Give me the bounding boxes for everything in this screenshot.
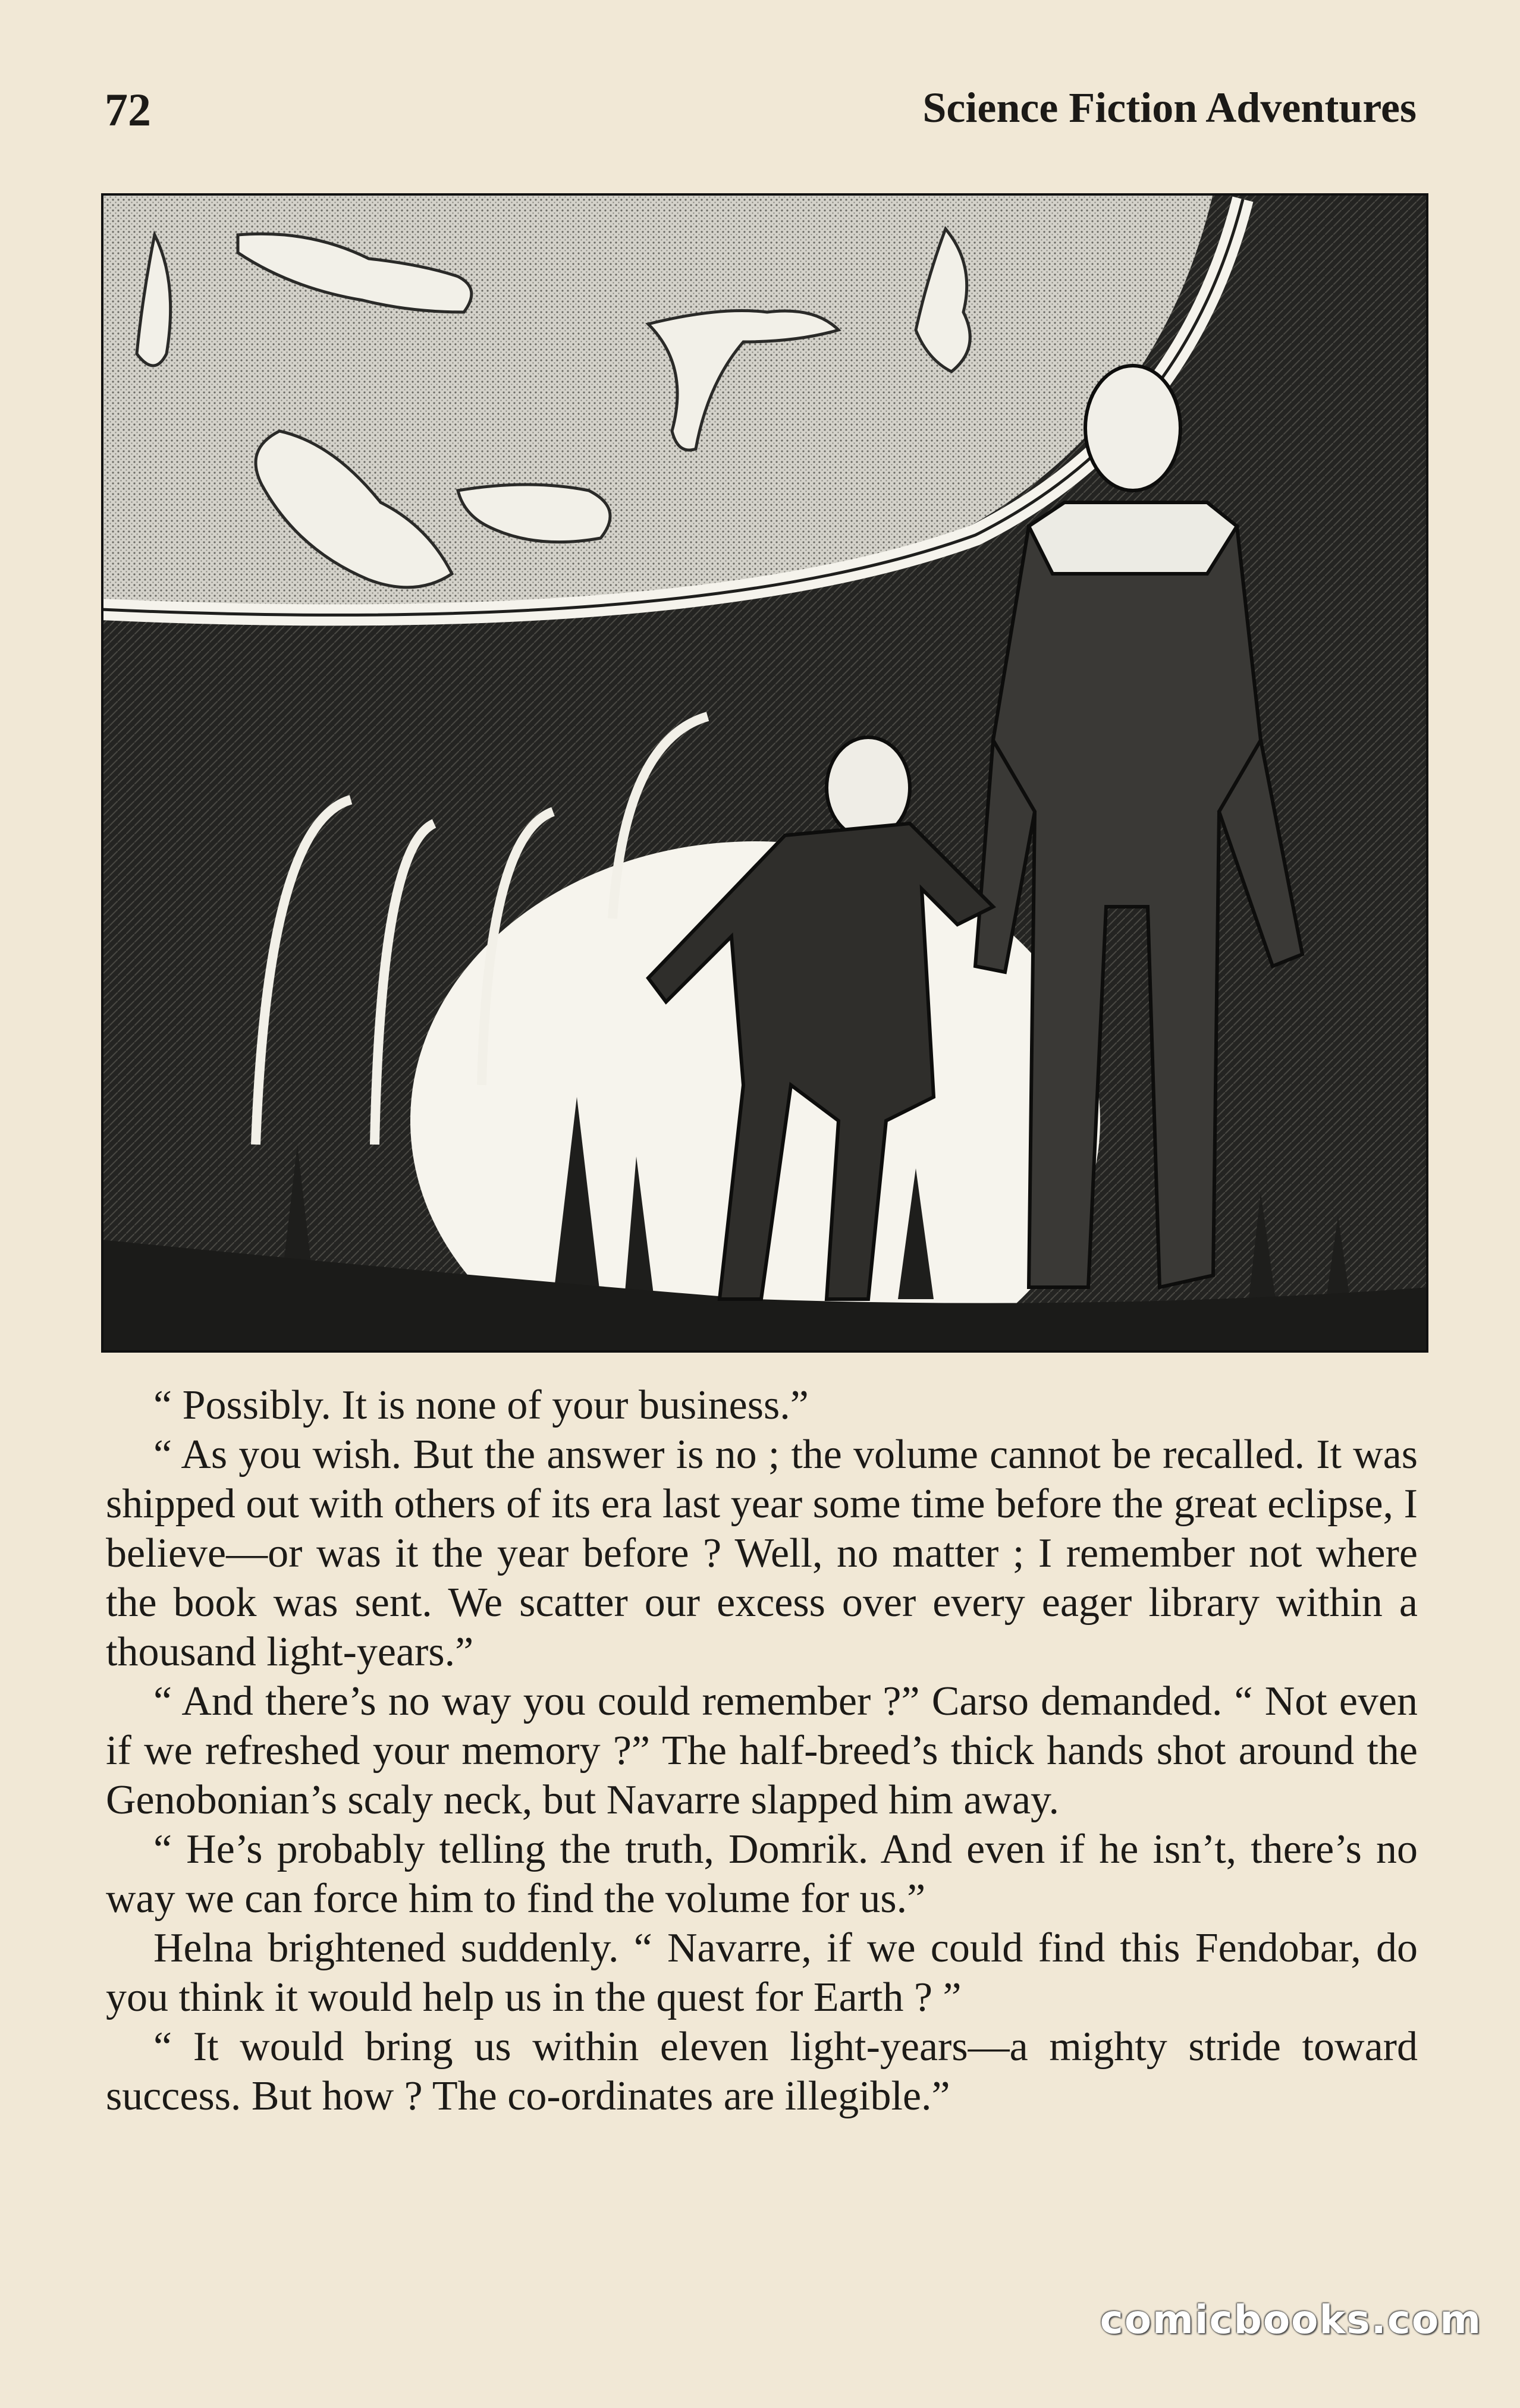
- running-head: Science Fiction Adventures: [922, 84, 1417, 131]
- story-text: [106, 1381, 1418, 2121]
- paragraph: Helna brightened suddenly. “ Navarre, if we could find this Fendobar, do you think it would help us in the quest for Earth ? ”: [106, 1925, 1418, 2020]
- site-watermark: comicbooks.com: [1100, 2297, 1482, 2343]
- paragraph: “ He’s probably telling the truth, Domrik. And even if he isn’t, there’s no way we can force him to find the volume for us.”: [106, 1827, 1418, 1922]
- paragraph: “ It would bring us within eleven light-years—a mighty stride toward success. But how ? The co-ordinates are illegible.”: [106, 2024, 1418, 2119]
- paragraph: “ Possibly. It is none of your business.”: [153, 1382, 809, 1428]
- page-number: 72: [105, 84, 151, 136]
- paragraph: “ And there’s no way you could remember ?” Carso demanded. “ Not even if we refreshed your memory ?” The half-breed’s thick hands shot around the Genobonian’s scaly neck, but Navarre slapped him away.: [106, 1678, 1418, 1823]
- paragraph: “ As you wish. But the answer is no ; the volume cannot be recalled. It was shipped out with others of its era last year some time before the great eclipse, I believe—or was it the year before ? Well, no matter ; I remember not where the book was sent. We scatter our excess over every eager library within a thousand light-years.”: [106, 1432, 1418, 1675]
- story-illustration: [101, 193, 1428, 1353]
